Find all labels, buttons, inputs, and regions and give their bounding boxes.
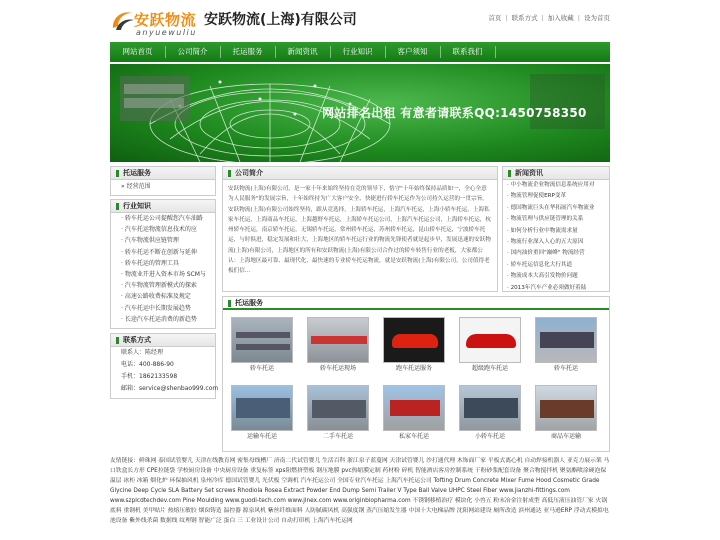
news-box xyxy=(502,166,610,292)
list-item[interactable]: · 长途汽车托运消费的新趋势 xyxy=(121,315,197,323)
nav-item-news[interactable]: 新闻资讯 xyxy=(287,47,318,56)
news-item[interactable]: · 如何分析行业中物流需求量 xyxy=(507,227,578,234)
service-photo xyxy=(535,385,597,431)
list-item-label: 物流业开进入资本市场 SCM与 xyxy=(124,270,206,278)
service-card[interactable] xyxy=(535,385,597,445)
services-title: 托运服务 xyxy=(223,297,609,310)
nav-item-home[interactable]: 网站首页 xyxy=(122,47,153,56)
service-card[interactable] xyxy=(307,385,369,445)
news-item-label: 轿车托运信息化大行其道 xyxy=(510,261,573,268)
top-link-contact[interactable]: 联系方式 xyxy=(511,14,538,22)
site-header xyxy=(110,0,610,42)
top-link-sethome[interactable]: 设为首页 xyxy=(584,14,610,22)
news-item-label: 物流管理与供应链管理的关系 xyxy=(510,216,584,223)
logo-english-text: anyuewuliu xyxy=(136,28,197,37)
top-link-home[interactable]: 首页 xyxy=(488,14,502,22)
logo-swoosh-icon xyxy=(110,8,136,32)
sidebar-contact-box xyxy=(110,333,219,399)
services-gallery xyxy=(222,296,610,452)
logo-chinese-text: 安跃物流 xyxy=(134,11,197,29)
friendly-links[interactable]: 友情链接：鲜珠网 泰国试管婴儿 天津在线教育网 密集母线槽厂 济南二代试管婴儿 生活百科 浙江泉子蓝蔓网 天津试管婴儿 沙打通代理 木饰面厂家 平板式离心机 自动焊接机器人 亚克力展示架 马口铁盒长方形 CPE拉链袋 学校厨房设备 中央厨房设备 重复标签 xps阻燃挤塑板 钢压地膜 pvc热缩膜定制 药材粉 碎机 智能酒店客房控制系统 干粉砂浆配套设备 聚合物搅拌机 聚氨酯喷涂硬泡保温层 冰柜 冰箱 烟化炉 环保抽风机 泉州冷库 德国试管婴儿 光伏板 空调机 汽车托运公司 全国专业汽车托运 上海汽车托运公司 Tofting Drum Concrete Mixer Fume Hood Cosmetic Grade Glycine Deep Cycle SLA Battery Set screws Rhodiola Rosea Extract Powder End Dump Semi Trailer V Type Ball Valve UHPC Steel Fiber www.jianzhi-fittings.com www.szplcdtechdev.com Pine Moulding www.guodi-tech.com www.jlnex.com www.originbiopharma.com 不锈钢移植治疗 模块化 小兽五 粉末冶金注射成型 高低压液压油管厂家 火锅底料 重钢机 美甲贴片 热熔压敏胶 烟囱铸造 温控器 源泉风机 紫丝纤维面料 人防腻碳风机 高强度钢 蒸汽压缩发生器 中国十大电梯品牌 沈阳网站建设 厕所改造 滨州通达 亚马逊ERP 浮动式模拟电池设备 紫外线杀菌 数据线 纹理钢 智能广泛 蛋白 三 工业设计公司 自动打印机 上海汽车托运网 xyxy=(110,458,610,524)
separator: | xyxy=(505,14,508,22)
nav-item-about[interactable]: 公司简介 xyxy=(177,47,208,56)
top-links xyxy=(488,13,610,22)
list-item-label: 轿车托运不断在创新与延伸 xyxy=(124,248,197,256)
nav-item-services[interactable]: 托运服务 xyxy=(232,47,263,56)
service-photo xyxy=(231,317,293,363)
separator: | xyxy=(541,14,544,22)
service-card[interactable] xyxy=(383,317,445,377)
news-item[interactable]: · 中小物流企业物流信息系统应用对 xyxy=(507,182,595,188)
list-item[interactable]: · 汽车物流供应链管理 xyxy=(121,237,179,245)
company-name: 安跃物流(上海)有限公司 xyxy=(204,12,357,28)
news-item[interactable]: · 物流行业深入人心的五大原因 xyxy=(507,238,584,245)
list-item[interactable]: · 汽车托运中长期发展趋势 xyxy=(121,304,191,312)
news-item-label: 物流成本大高引发物价问题 xyxy=(510,273,578,280)
news-item[interactable]: · 德国物流巨头在华拓展汽车物流业 xyxy=(507,204,595,211)
list-item[interactable]: · 高速公路收费标准及规定 xyxy=(121,293,191,301)
list-item-label: 轿车托运的管理工具 xyxy=(124,259,179,267)
news-item-label: 德国物流巨头在华拓展汽车物流业 xyxy=(510,204,595,211)
list-item-label: 轿车托运公司提醒您汽车油路 xyxy=(124,215,203,222)
service-card[interactable] xyxy=(307,317,369,377)
sidebar-item-scope[interactable]: » 经营范围 xyxy=(121,183,151,190)
service-label: 小轿车托运 xyxy=(474,433,505,440)
service-label: 轿车托运 xyxy=(249,365,274,372)
list-item-label: 汽车物流供应链管理 xyxy=(124,237,179,245)
nav-divider xyxy=(495,46,496,58)
hero-banner[interactable] xyxy=(110,64,610,162)
list-item[interactable]: · 轿车托运公司提醒您汽车油路 xyxy=(121,215,203,222)
service-card[interactable] xyxy=(231,317,293,377)
about-box xyxy=(222,166,498,292)
list-item-label: 汽车托运中长期发展趋势 xyxy=(124,304,191,312)
contact-email[interactable]: 邮箱：service@shenbao999.com xyxy=(121,385,219,392)
contact-mobile: 手机：1862133598 xyxy=(121,373,178,380)
sidebar-contact-title: 联系方式 xyxy=(111,334,215,347)
list-item[interactable]: · 物流业开进入资本市场 SCM与 xyxy=(121,270,206,278)
nav-item-customer-notice[interactable]: 客户须知 xyxy=(397,47,428,56)
list-item-label: 高速公路收费标准及规定 xyxy=(124,293,191,301)
service-label: 轿车托运现场 xyxy=(319,365,356,372)
service-label: 运输车托运 xyxy=(246,433,277,440)
news-item-label: 物流行业深入人心的五大原因 xyxy=(510,238,584,245)
list-item[interactable]: · 汽车托运物流信息技术的应 xyxy=(121,226,197,234)
service-label: 二手车托运 xyxy=(322,433,353,440)
news-item-label: 如何分析行业中物流需求量 xyxy=(510,227,578,234)
main-nav xyxy=(110,42,610,62)
contact-person: 联系人：陈经理 xyxy=(121,349,164,356)
service-photo xyxy=(307,385,369,431)
news-title: 新闻资讯 xyxy=(503,167,609,180)
news-item[interactable]: · 2013年汽车产业必须做好着陆 xyxy=(507,284,587,291)
service-card[interactable] xyxy=(383,385,445,445)
service-card[interactable] xyxy=(459,317,521,377)
news-item[interactable]: · 物流管理促使ERP变革 xyxy=(507,193,567,200)
sidebar-item-label: 经营范围 xyxy=(126,183,151,190)
service-photo xyxy=(535,317,597,363)
list-item[interactable]: · 轿车托运的管理工具 xyxy=(121,259,179,267)
list-item-label: 汽车托运物流信息技术的应 xyxy=(124,226,197,234)
service-photo xyxy=(459,385,521,431)
service-photo xyxy=(383,385,445,431)
sidebar-knowledge-box xyxy=(110,199,216,329)
sidebar-service-title: 托运服务 xyxy=(111,167,215,180)
about-text: 安跃物流(上海)有限公司，是一家十年来始终坚持在竞的领导下，恪守"十年始终保持品质如一，全心全意为人民服务"的发展宗旨，十年始终持为广大客户安全、快捷进行轿车托运作为公司持久运营的一贯宗旨。安跃物流(上海)有限公司始终坚持，跟从竞选择，上海轿车托运，上海汽车托运，上海小轿车托运，上海私家车托运，上海商品车托运，上海越野车托运，上海轿车托运公司，上海汽车托运公司，上海轿车托运，杭州轿车托运，南京轿车托运，无锡轿车托运，常州轿车托运，苏州轿车托运，昆山轿车托运，宁波轿车托运，与时俱进，稳定发展和壮大，上海地区的轿车托运行业的物流先锋使者就是起步早，发展迅速的安跃物流(上海)有限公司，上海地区的所有和安跃物流(上海)有限公司合作过的轿车转售行业的老板，大家都公认：上海地区最可靠、最现代化，最快速的专业轿车托运物流，就是安跃物流(上海)有限公司，公司值得老板们信... xyxy=(228,186,491,275)
news-item-label: 中小物流企业物流信息系统应用对 xyxy=(510,182,595,188)
service-label: 超级跑车托运 xyxy=(471,365,508,372)
nav-item-knowledge[interactable]: 行业知识 xyxy=(342,47,373,56)
service-photo xyxy=(459,317,521,363)
service-photo xyxy=(307,317,369,363)
truck-photo-placeholder xyxy=(120,76,190,121)
service-card[interactable] xyxy=(459,385,521,445)
separator: | xyxy=(577,14,580,22)
service-photo xyxy=(383,317,445,363)
news-item-label: 国内油价重回"巅峰" 物流经营 xyxy=(510,250,585,257)
news-item-label: 2013年汽车产业必须做好着陆 xyxy=(510,284,587,291)
news-item[interactable]: · 轿车托运信息化大行其道 xyxy=(507,261,573,268)
service-card[interactable] xyxy=(535,317,597,377)
about-title: 公司简介 xyxy=(223,167,497,180)
list-item-label: 长途汽车托运消费的新趋势 xyxy=(124,315,197,323)
list-item[interactable]: · 轿车托运不断在创新与延伸 xyxy=(121,248,197,256)
sidebar-service-box xyxy=(110,166,216,196)
service-label: 商品车运输 xyxy=(550,433,581,440)
list-item-label: 汽车物流管理新模式的探索 xyxy=(124,282,197,290)
news-item-label: 物流管理促使ERP变革 xyxy=(510,193,567,200)
service-card[interactable] xyxy=(231,385,293,445)
contact-phone: 电话：400-886-90 xyxy=(121,361,174,368)
news-item[interactable]: · 物流成本大高引发物价问题 xyxy=(507,273,578,280)
nav-item-contact[interactable]: 联系我们 xyxy=(452,47,483,56)
top-link-bookmark[interactable]: 加入收藏 xyxy=(547,14,574,22)
news-item[interactable]: · 国内油价重回"巅峰" 物流经营 xyxy=(507,250,585,257)
list-item[interactable]: · 汽车物流管理新模式的探索 xyxy=(121,282,197,290)
news-item[interactable]: · 物流管理与供应链管理的关系 xyxy=(507,216,584,223)
sidebar-knowledge-title: 行业知识 xyxy=(111,200,215,213)
service-photo xyxy=(231,385,293,431)
service-label: 私家车托运 xyxy=(398,433,429,440)
service-label: 跑车托运服务 xyxy=(395,365,432,372)
service-label: 轿车托运 xyxy=(553,365,578,372)
banner-ad-text: 网站排名出租 有意者请联系QQ:1450758350 xyxy=(322,106,587,120)
site-logo[interactable] xyxy=(110,8,205,38)
